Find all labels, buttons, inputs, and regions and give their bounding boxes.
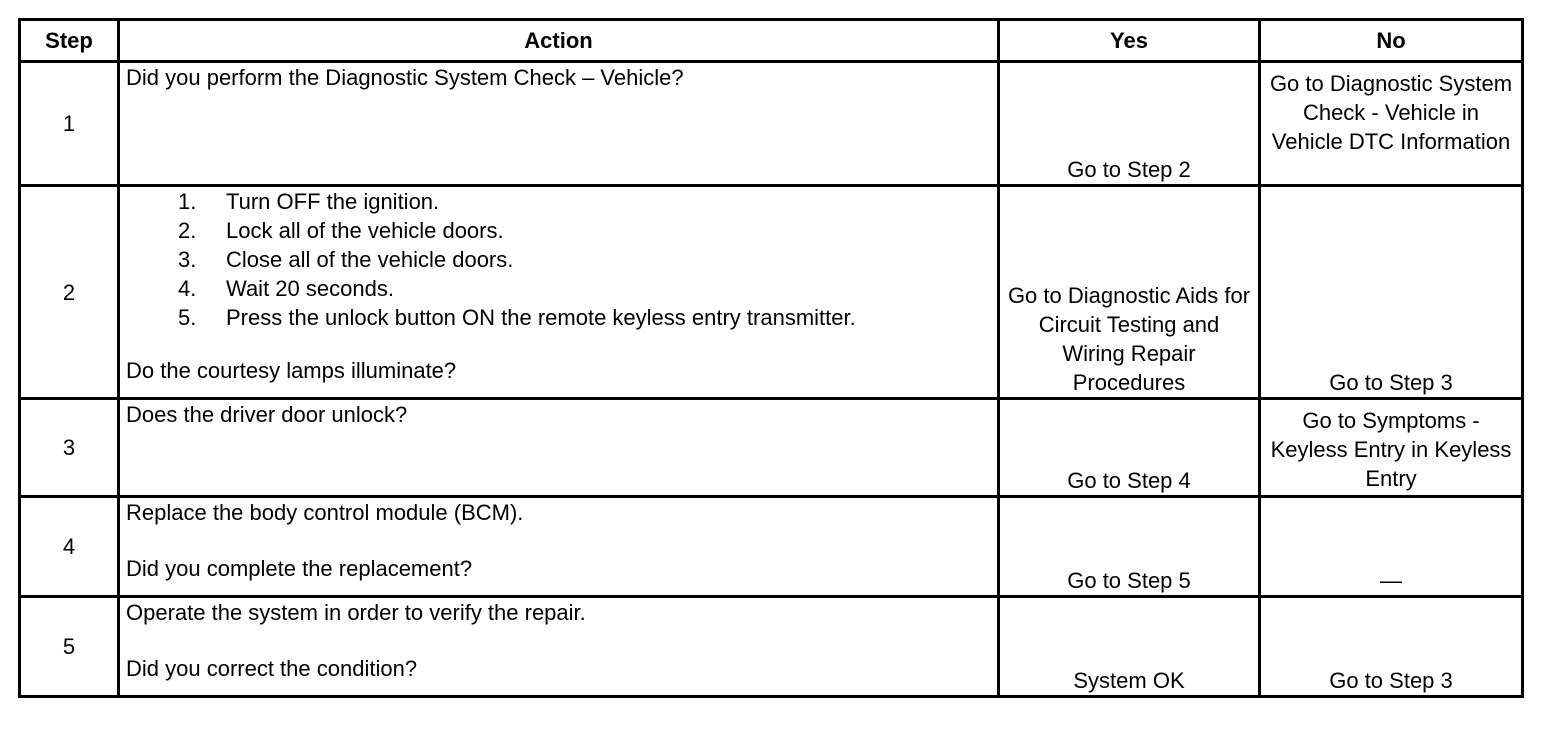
action-cell: [119, 399, 999, 497]
substep-list: [126, 187, 991, 332]
list-item: 5. Press the unlock button ON the remote keyless entry transmitter.: [178, 305, 856, 330]
header-row: [20, 20, 1523, 62]
action-cell: [119, 597, 999, 697]
action-question: Did you correct the condition?: [126, 656, 418, 681]
no-cell: Go to Step 3: [1260, 186, 1523, 399]
action-question: Do the courtesy lamps illuminate?: [126, 358, 457, 383]
action-cell: [119, 497, 999, 597]
header-yes: Yes: [999, 20, 1260, 62]
list-item: 2. Lock all of the vehicle doors.: [178, 218, 504, 243]
action-text: Operate the system in order to verify the repair.: [126, 600, 586, 625]
action-cell: [119, 186, 999, 399]
table-row: [20, 399, 1523, 497]
step-number: 5: [20, 597, 119, 697]
no-cell: Go to Diagnostic System Check - Vehicle in Vehicle DTC Information: [1260, 62, 1523, 186]
table-row: [20, 62, 1523, 186]
yes-cell: System OK: [999, 597, 1260, 697]
no-cell: Go to Symptoms - Keyless Entry in Keyless Entry: [1260, 399, 1523, 497]
step-number: 2: [20, 186, 119, 399]
yes-cell: Go to Step 4: [999, 399, 1260, 497]
step-number: 1: [20, 62, 119, 186]
action-text: Did you perform the Diagnostic System Check – Vehicle?: [126, 65, 684, 90]
action-cell: [119, 62, 999, 186]
action-text: Does the driver door unlock?: [126, 402, 408, 427]
step-number: 4: [20, 497, 119, 597]
yes-cell: Go to Step 5: [999, 497, 1260, 597]
no-cell: Go to Step 3: [1260, 597, 1523, 697]
list-item: 1. Turn OFF the ignition.: [178, 189, 440, 214]
header-no: No: [1260, 20, 1523, 62]
yes-cell: Go to Step 2: [999, 62, 1260, 186]
table-row: [20, 497, 1523, 597]
header-action: Action: [119, 20, 999, 62]
no-cell: —: [1260, 497, 1523, 597]
action-question: Did you complete the replacement?: [126, 556, 473, 581]
list-item: 3. Close all of the vehicle doors.: [178, 247, 514, 272]
action-text: Replace the body control module (BCM).: [126, 500, 524, 525]
diagnostic-table: [18, 18, 1524, 698]
table-row: [20, 597, 1523, 697]
step-number: 3: [20, 399, 119, 497]
yes-cell: Go to Diagnostic Aids for Circuit Testing and Wiring Repair Procedures: [999, 186, 1260, 399]
table-row: [20, 186, 1523, 399]
list-item: 4. Wait 20 seconds.: [178, 276, 394, 301]
header-step: Step: [20, 20, 119, 62]
